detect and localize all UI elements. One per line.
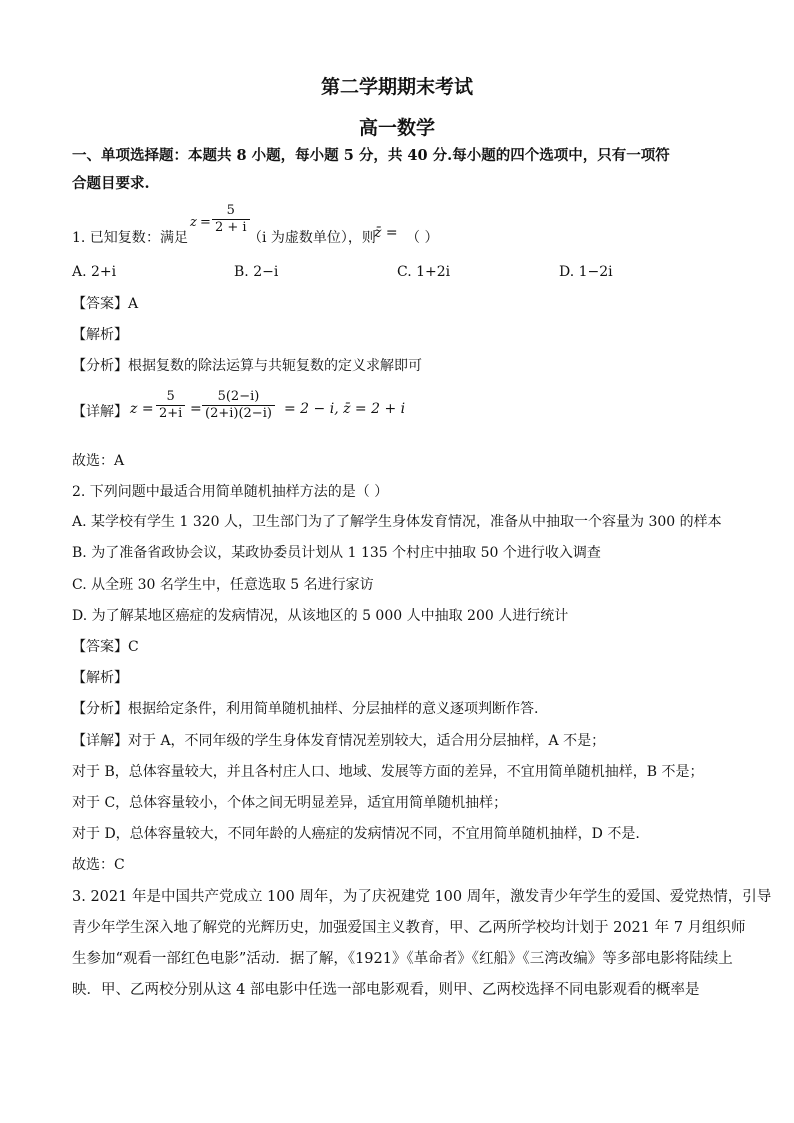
q1-detail-f2-den: (2+i)(2−i) [205,406,272,421]
q1-detail-f1-den: 2+i [159,406,183,421]
question-1-options [72,262,722,282]
q1-fraction-denominator: 2 + i [215,220,247,235]
q1-fraction-numerator: 5 [212,203,250,220]
q1-option-c: C. 1+2i [397,264,451,280]
q2-analysis: 【分析】根据给定条件，利用简单随机抽样、分层抽样的意义逐项判断作答. [72,701,539,717]
question-1-paren: （ ） [406,230,439,246]
exam-title: 第二学期期末考试 [320,76,473,98]
q1-choice: 故选：A [72,453,125,469]
q2-choice: 故选：C [72,857,125,873]
question-3-line-1: 3. 2021 年是中国共产党成立 100 周年，为了庆祝建党 100 周年，激发青少年学生的爱国、爱党热情，引导 [72,889,772,905]
q2-detail-line-1: 【详解】对于 A，不同年级的学生身体发育情况差别较大，适合用分层抽样，A 不是； [72,733,606,749]
section-heading-line1: 一、单项选择题：本题共 8 小题，每小题 5 分，共 40 分.每小题的四个选项中，只有一项符 [72,147,670,164]
q1-analysis-head: 【解析】 [72,327,128,343]
q1-answer: 【答案】A [72,296,139,312]
subject-title: 高一数学 [358,117,435,139]
q1-detail-result: = 2 − i, z̄ = 2 + i [284,401,406,417]
q1-detail-label: 【详解】 [72,404,128,420]
q1-option-b: B. 2−i [234,264,279,280]
q1-analysis: 【分析】根据复数的除法运算与共轭复数的定义求解即可 [72,358,422,374]
q1-detail-fraction-1 [156,389,185,422]
q2-option-a: A. 某学校有学生 1 320 人，卫生部门为了了解学生身体发育情况，准备从中抽取一个容量为 300 的样本 [72,514,722,530]
q1-detail-fraction-2 [202,389,275,422]
q2-option-b: B. 为了准备省政协会议，某政协委员计划从 1 135 个村庄中抽取 50 个进行收入调查 [72,545,601,561]
question-3-line-4: 映．甲、乙两校分别从这 4 部电影中任选一部电影观看，则甲、乙两校选择不同电影观看的概率是 [72,982,700,998]
q1-detail-f1-num: 5 [156,389,185,406]
q1-option-a: A. 2+i [72,264,117,280]
section-heading-line2: 合题目要求. [72,175,150,192]
q2-detail-line-4: 对于 D，总体容量较大，不同年龄的人癌症的发病情况不同，不宜用简单随机抽样，D 不是. [72,826,640,842]
q1-detail: 【详解】 z = $\frac{5}{2+i}$ = $\frac{5(2-i)}{(2+i)(2-i)}$ = 2 − i, z̄ = 2 + i [72,389,406,421]
q2-detail-line-3: 对于 C，总体容量较小，个体之间无明显差异，适宜用简单随机抽样； [72,795,508,811]
q2-answer: 【答案】C [72,639,139,655]
q2-option-d: D. 为了解某地区癌症的发病情况，从该地区的 5 000 人中抽取 200 人进行统计 [72,608,569,624]
q2-option-c: C. 从全班 30 名学生中，任意选取 5 名进行家访 [72,577,374,593]
q2-analysis-head: 【解析】 [72,670,128,686]
question-1-prefix: 1. 已知复数 [72,230,146,246]
question-3-line-3: 生参加“观看一部红色电影”活动．据了解，《1921》《革命者》《红船》《三湾改编》等多部电影将陆续上 [72,951,733,967]
q1-detail-z: z = [130,401,154,417]
zbar-symbol: z̄ = [374,225,398,241]
z-variable: z [190,215,197,230]
question-1-note: （i 为虚数单位），则 [248,230,376,246]
q2-detail-line-2: 对于 B，总体容量较大，并且各村庄人口、地域、发展等方面的差异，不宜用简单随机抽样，B 不是； [72,764,704,780]
q1-detail-f2-num: 5(2−i) [202,389,275,406]
question-3-line-2: 青少年学生深入地了解党的光辉历史，加强爱国主义教育，甲、乙两所学校均计划于 2021 年 7 月组织师 [72,920,746,936]
question-1-stem: 1. 已知复数 ：满足 z = $\frac{5}{2 + i}$ （i 为虚数单位），则 z̄ = （ ） [72,203,439,246]
q1-fraction [212,203,250,236]
question-2-stem: 2. 下列问题中最适合用简单随机抽样方法的是（ ） [72,484,389,500]
q1-option-d: D. 1−2i [559,264,613,280]
question-1-satisfy: ：满足 [146,230,188,246]
